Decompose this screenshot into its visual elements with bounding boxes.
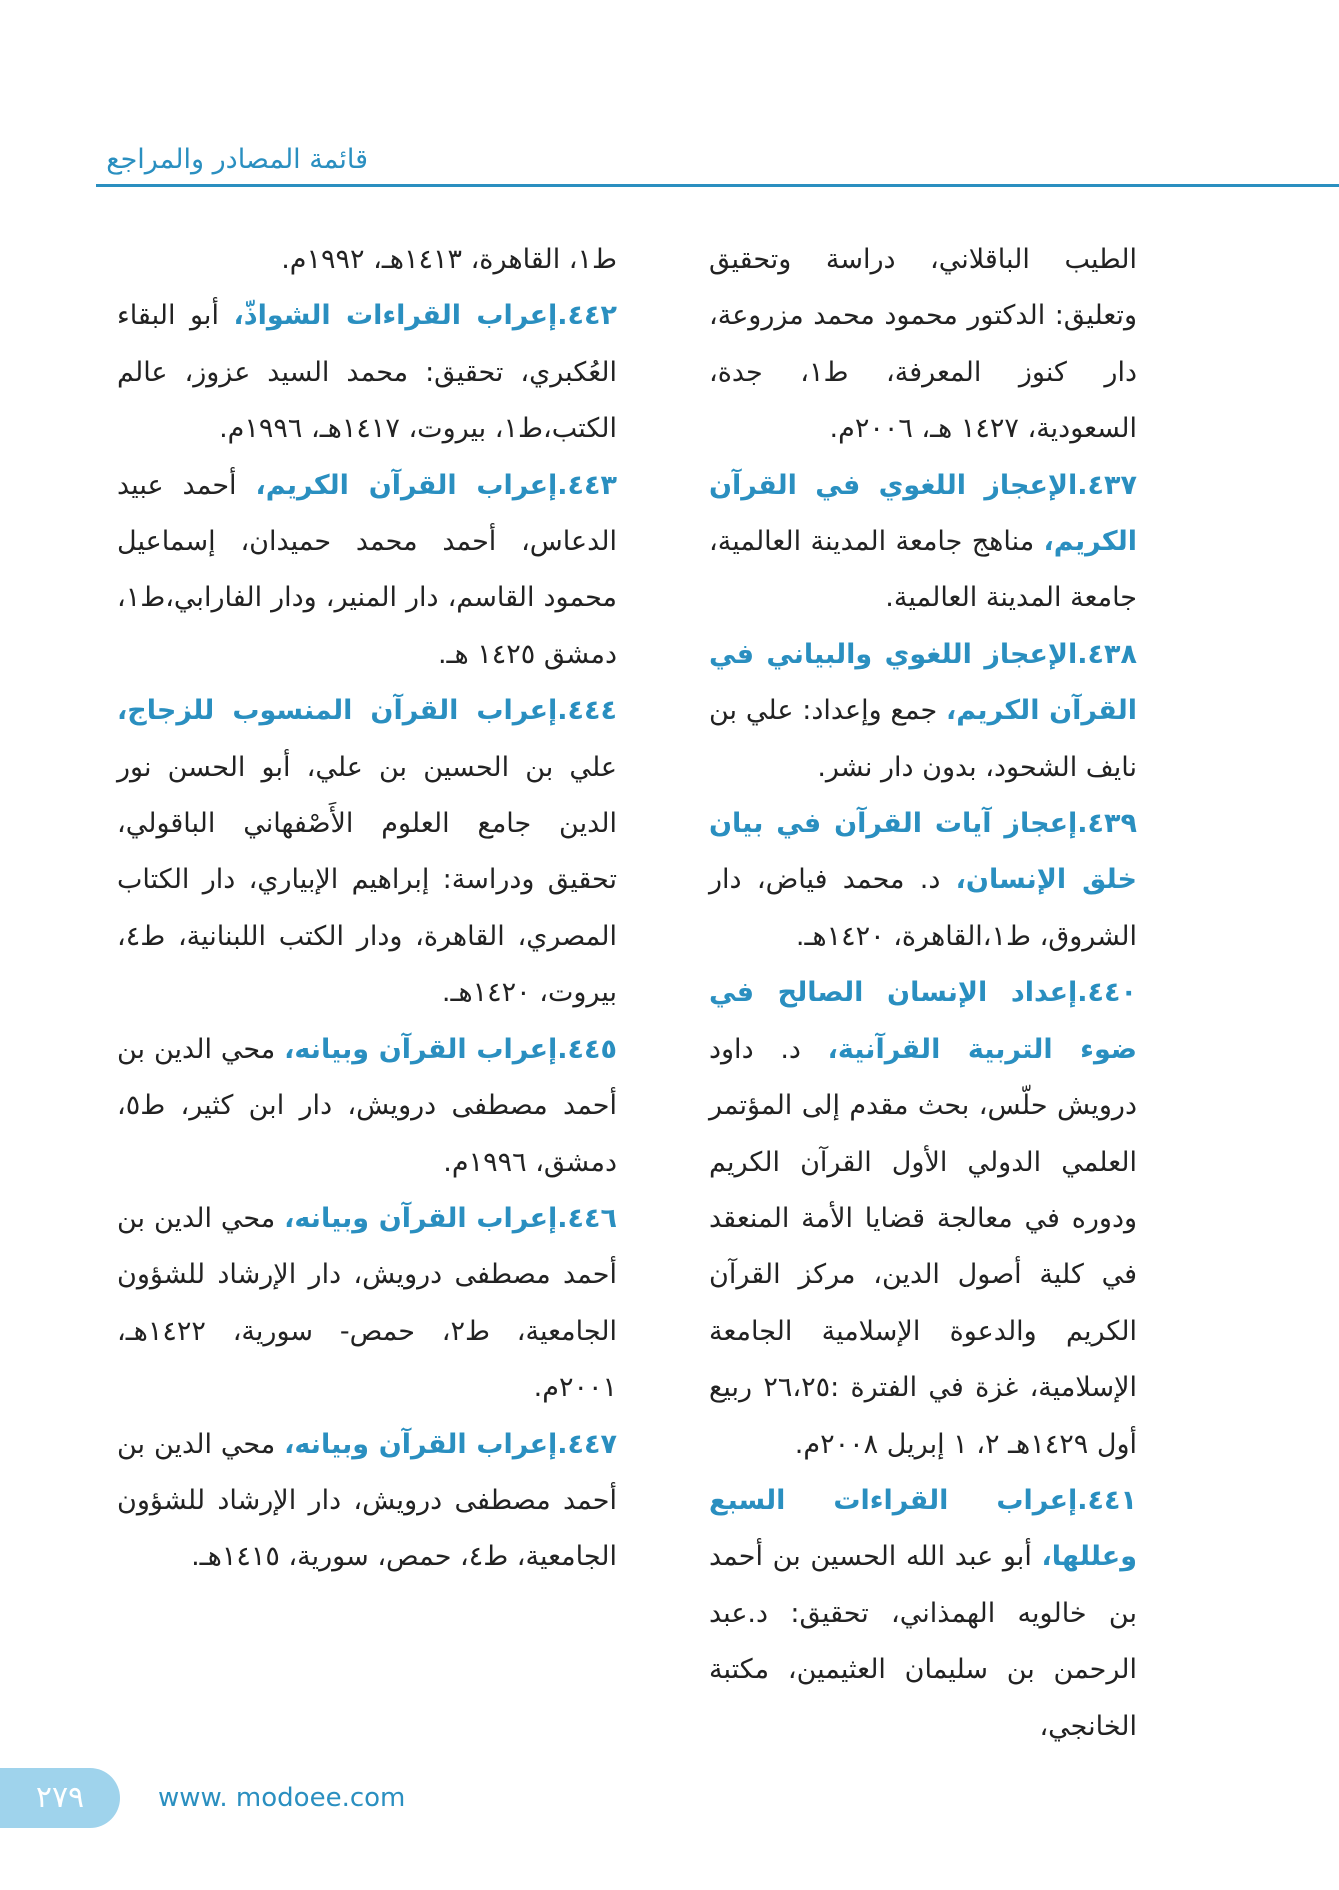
entry-number: ٤٤٦. <box>557 1202 617 1234</box>
entry-437 <box>709 458 1137 627</box>
entry-title: الإعجاز اللغوي في القرآن الكريم، <box>709 469 1137 558</box>
entry-442 <box>117 288 617 457</box>
entry-text: أحمد عبيد الدعاس، أحمد محمد حميدان، إسماعيل محمود القاسم، دار المنير، ودار الفارابي،ط١، دمشق ١٤٢٥ هـ. <box>117 469 617 670</box>
running-header-title: قائمة المصادر والمراجع <box>106 144 368 175</box>
entry-number: ٤٤٤. <box>557 695 617 727</box>
entry-title: إعراب القرآن المنسوب للزجاج، <box>117 695 558 727</box>
entry-number: ٤٤٧. <box>557 1428 617 1460</box>
entry-438 <box>709 627 1137 796</box>
entry-text: محي الدين بن أحمد مصطفى درويش، دار الإرشاد للشؤون الجامعية، ط٢، حمص- سورية، ١٤٢٢هـ، ٢٠٠١م. <box>117 1202 617 1404</box>
right-column <box>709 232 1137 1755</box>
left-column-continuation: ط١، القاهرة، ١٤١٣هـ، ١٩٩٢م. <box>281 244 617 275</box>
entry-number: ٤٤٠. <box>1077 977 1137 1009</box>
entry-number: ٤٣٧. <box>1077 469 1137 501</box>
entry-443 <box>117 458 617 684</box>
entry-447 <box>117 1417 617 1586</box>
entry-number: ٤٤١. <box>1077 1484 1137 1516</box>
entry-text: أبو عبد الله الحسين بن أحمد بن خالويه الهمذاني، تحقيق: د.عبد الرحمن بن سليمان العثيمين، مكتبة الخانجي، <box>709 1541 1137 1742</box>
entry-text: مناهج جامعة المدينة العالمية، جامعة المدينة العالمية. <box>709 526 1137 614</box>
entry-number: ٤٣٨. <box>1077 638 1137 670</box>
entry-title: إعراب القرآن الكريم، <box>255 469 558 501</box>
page-number-badge: ٢٧٩ <box>0 1768 120 1828</box>
right-column-continuation: الطيب الباقلاني، دراسة وتحقيق وتعليق: الدكتور محمود محمد مزروعة، دار كنوز المعرفة، ط١، جدة، السعودية، ١٤٢٧ هـ، ٢٠٠٦م. <box>709 244 1137 445</box>
entry-title: إعراب القرآن وبيانه، <box>284 1033 558 1065</box>
entry-title: إعداد الإنسان الصالح في ضوء التربية القرآنية، <box>709 977 1137 1065</box>
header-rule <box>96 184 1339 187</box>
entry-text: جمع وإعداد: علي بن نايف الشحود، بدون دار نشر. <box>709 695 1137 783</box>
entry-number: ٤٤٣. <box>557 469 617 501</box>
entry-title: الإعجاز اللغوي والبياني في القرآن الكريم، <box>709 638 1137 727</box>
entry-title: إعراب القرآن وبيانه، <box>284 1202 558 1234</box>
entry-number: ٤٣٩. <box>1077 808 1137 840</box>
entry-number: ٤٤٥. <box>557 1033 617 1065</box>
entry-title: إعجاز آيات القرآن في بيان خلق الإنسان، <box>709 808 1137 896</box>
entry-text: محي الدين بن أحمد مصطفى درويش، دار الإرشاد للشؤون الجامعية، ط٤، حمص، سورية، ١٤١٥هـ. <box>117 1428 617 1573</box>
footer-website-link[interactable]: www. modoee.com <box>158 1783 406 1813</box>
entry-445 <box>117 1022 617 1191</box>
entry-text: أبو البقاء العُكبري، تحقيق: محمد السيد عزوز، عالم الكتب،ط١، بيروت، ١٤١٧هـ، ١٩٩٦م. <box>117 300 617 445</box>
entry-title: إعراب القراءات السبع وعللها، <box>709 1484 1137 1573</box>
entry-title: إعراب القراءات الشواذّ، <box>233 300 558 332</box>
entry-text: علي بن الحسين بن علي، أبو الحسن نور الدين جامع العلوم الأَصْفهاني الباقولي، تحقيق ودراسة: إبراهيم الإبياري، دار الكتاب المصري، القاهرة، ودار الكتب اللبنانية، ط٤، بيروت، ١٤٢٠هـ. <box>117 751 617 1009</box>
left-column <box>117 232 617 1586</box>
entry-446 <box>117 1191 617 1417</box>
entry-number: ٤٤٢. <box>557 300 617 332</box>
entry-title: إعراب القرآن وبيانه، <box>284 1428 558 1460</box>
entry-444 <box>117 683 617 1021</box>
entry-text: محي الدين بن أحمد مصطفى درويش، دار ابن كثير، ط٥، دمشق، ١٩٩٦م. <box>117 1033 617 1178</box>
entry-440 <box>709 965 1137 1473</box>
entry-439 <box>709 796 1137 965</box>
entry-441 <box>709 1473 1137 1755</box>
entry-text: د. داود درويش حلّس، بحث مقدم إلى المؤتمر العلمي الدولي الأول القرآن الكريم ودوره في معالجة قضايا الأمة المنعقد في كلية أصول الدين، مركز القرآن الكريم والدعوة الإسلامية الجامعة الإسلامية، غزة في الفترة :٢٦،٢٥ ربيع أول ١٤٢٩هـ ٢، ١ إبريل ٢٠٠٨م. <box>709 1033 1137 1460</box>
entry-text: د. محمد فياض، دار الشروق، ط١،القاهرة، ١٤٢٠هـ. <box>709 864 1137 952</box>
